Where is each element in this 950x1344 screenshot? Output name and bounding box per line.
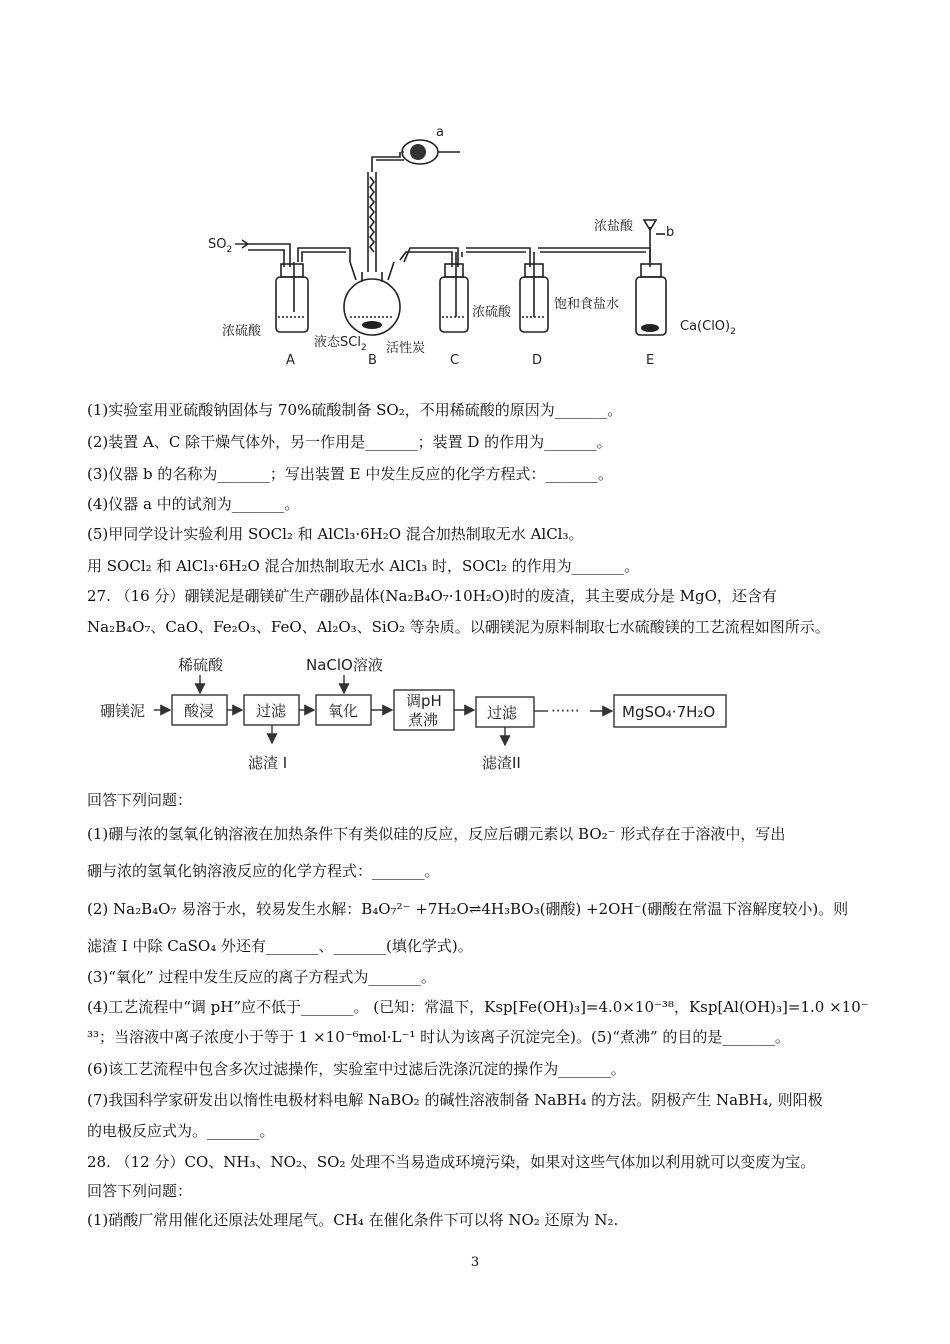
- label-D: D: [532, 353, 543, 368]
- label-A: A: [286, 353, 295, 368]
- q26-part4: (4)仪器 a 中的试剂为_______。: [87, 495, 300, 513]
- flow-reagent-naclo: NaClO溶液: [306, 656, 383, 674]
- q27-intro-line1: 27. （16 分）硼镁泥是硼镁矿生产硼砂晶体(Na₂B₄O₇·10H₂O)时的废渣，其主要成分是 MgO，还含有: [87, 587, 777, 605]
- label-b: b: [666, 225, 675, 240]
- q28-part1: (1)硝酸厂常用催化还原法处理尾气。CH₄ 在催化条件下可以将 NO₂ 还原为 N₂.: [87, 1211, 619, 1229]
- flow-dots: ······: [551, 702, 580, 720]
- flow-start: 硼镁泥: [100, 702, 146, 720]
- label-E: E: [646, 353, 655, 368]
- page-number: 3: [470, 1255, 480, 1270]
- q27-part4-line1: (4)工艺流程中“调 pH”应不低于_______。 (已知：常温下，Ksp[Fe(OH)₃]=4.0×10⁻³⁸，Ksp[Al(OH)₃]=1.0 ×10⁻: [87, 998, 869, 1016]
- label-a: a: [436, 125, 444, 140]
- q27-part7-line2: 的电极反应式为。_______。: [87, 1122, 275, 1140]
- q27-part1-line1: (1)硼与浓的氢氧化钠溶液在加热条件下有类似硅的反应，反应后硼元素以 BO₂⁻ 形式存在于溶液中，写出: [87, 825, 786, 843]
- label-conc-h2so4-c: 浓硫酸: [472, 305, 512, 320]
- q26-part2: (2)装置 A、C 除干燥气体外，另一作用是_______；装置 D 的作用为_______。: [87, 433, 612, 451]
- q27-intro-line2: Na₂B₄O₇、CaO、Fe₂O₃、FeO、Al₂O₃、SiO₂ 等杂质。以硼镁泥为原料制取七水硫酸镁的工艺流程如图所示。: [87, 618, 830, 636]
- flow-step-filter2: 过滤: [487, 704, 518, 722]
- q28-ask: 回答下列问题：: [87, 1182, 193, 1200]
- q27-part1-line2: 硼与浓的氢氧化钠溶液反应的化学方程式：_______。: [87, 862, 440, 880]
- flow-residue1: 滤渣 I: [248, 754, 288, 772]
- q26-part6: 用 SOCl₂ 和 AlCl₃·6H₂O 混合加热制取无水 AlCl₃ 时，SOCl₂ 的作用为_______。: [87, 557, 640, 575]
- label-C: C: [450, 353, 460, 368]
- flow-step-oxidize: 氧化: [328, 702, 359, 720]
- label-so2: $SO_2$: [208, 237, 233, 255]
- flow-step-boil: 煮沸: [408, 711, 439, 729]
- label-conc-h2so4-a: 浓硫酸: [222, 324, 262, 339]
- q26-part3: (3)仪器 b 的名称为_______；写出装置 E 中发生反应的化学方程式：_______。: [87, 465, 613, 483]
- apparatus-diagram: [190, 112, 770, 374]
- q27-part3: (3)“氧化” 过程中发生反应的离子方程式为_______。: [87, 968, 436, 986]
- q26-part5: (5)甲同学设计实验利用 SOCl₂ 和 AlCl₃·6H₂O 混合加热制取无水 AlCl₃。: [87, 525, 584, 543]
- label-caclo2: $Ca(ClO)_2$: [680, 319, 736, 337]
- q27-part4-line2: ³³；当溶液中离子浓度小于等于 1 ×10⁻⁶mol·L⁻¹ 时认为该离子沉淀完全)。(5)“煮沸” 的目的是_______。: [87, 1028, 790, 1046]
- q27-part7-line1: (7)我国科学家研发出以惰性电极材料电解 NaBO₂ 的碱性溶液制备 NaBH₄ 的方法。阴极产生 NaBH₄, 则阳极: [87, 1091, 823, 1109]
- flow-step-acid-leach: 酸浸: [184, 702, 215, 720]
- flow-step-adjust-ph: 调pH: [406, 692, 442, 710]
- flow-product: MgSO₄·7H₂O: [622, 703, 716, 721]
- label-conc-hcl: 浓盐酸: [594, 219, 634, 234]
- label-sat-nacl: 饱和食盐水: [554, 297, 620, 312]
- q27-part2-line2: 滤渣 I 中除 CaSO₄ 外还有_______、_______(填化学式)。: [87, 937, 473, 955]
- label-B: B: [368, 353, 377, 368]
- label-activated-carbon: 活性炭: [386, 341, 426, 356]
- q28-intro: 28. （12 分）CO、NH₃、NO₂、SO₂ 处理不当易造成环境污染，如果对这些气体加以利用就可以变废为宝。: [87, 1153, 816, 1171]
- q27-ask: 回答下列问题：: [87, 791, 193, 809]
- q27-part6: (6)该工艺流程中包含多次过滤操作，实验室中过滤后洗涤沉淀的操作为_______。: [87, 1060, 626, 1078]
- flow-step-filter1: 过滤: [256, 702, 287, 720]
- process-flow-chart: [96, 650, 746, 776]
- flow-residue2: 滤渣II: [482, 754, 521, 772]
- q27-part2-line1: (2) Na₂B₄O₇ 易溶于水，较易发生水解：B₄O₇²⁻ +7H₂O⇌4H₃BO₃(硼酸) +2OH⁻(硼酸在常温下溶解度较小)。则: [87, 900, 849, 918]
- label-liquid-scl2: 液态SCl$_2$: [314, 335, 367, 353]
- flow-reagent-sulfuric: 稀硫酸: [178, 656, 224, 674]
- q26-part1: (1)实验室用亚硫酸钠固体与 70%硫酸制备 SO₂，不用稀硫酸的原因为_______。: [87, 401, 623, 419]
